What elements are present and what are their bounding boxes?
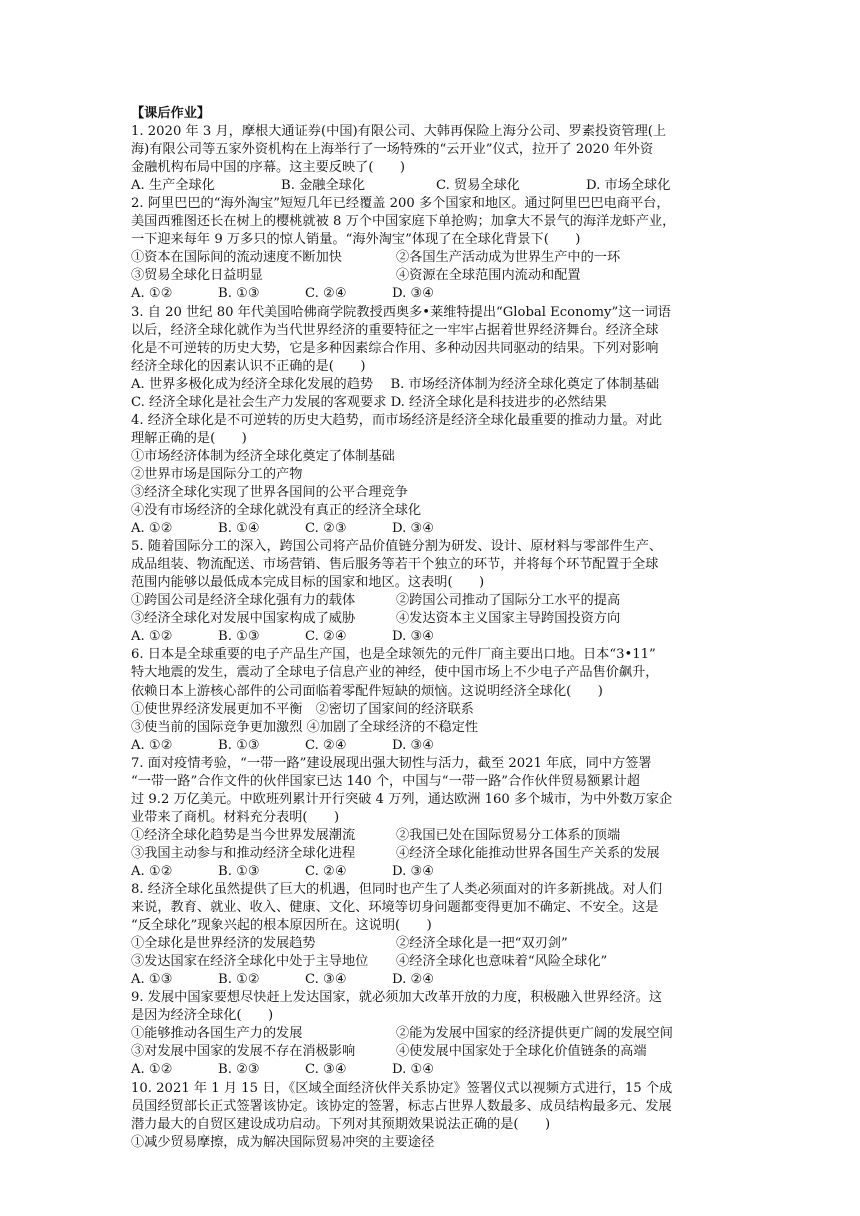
question-text: 2. 阿里巴巴的“海外淘宝”短短几年已经覆盖 200 多个国家和地区。通过阿里巴巴电商平台， <box>131 196 670 212</box>
question-text: 8. 经济全球化虽然提供了巨大的机遇，但同时也产生了人类必须面对的许多新挑战。对人们 <box>131 882 663 898</box>
answer-options <box>131 737 743 755</box>
statement-row <box>131 267 743 285</box>
question-6 <box>131 646 743 754</box>
option-c: C. 贸易全球化 <box>436 178 520 194</box>
question-text: 6. 日本是全球重要的电子产品生产国，也是全球领先的元件厂商主要出口地。日本“3•11” <box>131 647 656 663</box>
answer-options <box>131 863 743 881</box>
statement-row <box>131 1043 743 1061</box>
option-d: D. ③④ <box>392 737 435 753</box>
question-text: 一下迎来每年 9 万多只的惊人销量。“海外淘宝”体现了在全球化背景下( ) <box>131 232 581 248</box>
option-b: B. 金融全球化 <box>281 178 366 194</box>
statement-2: ②经济全球化是一把“双刃剑” <box>396 936 568 952</box>
statement-2: ②世界市场是国际分工的产物 <box>131 466 303 482</box>
statement-3: ③发达国家在经济全球化中处于主导地位 <box>131 954 369 970</box>
section-heading: 【课后作业】 <box>131 106 211 121</box>
option-a: A. 生产全球化 <box>131 178 215 194</box>
option-a: A. ①③ <box>131 972 173 988</box>
option-b: B. ①③ <box>218 286 260 302</box>
question-text: 化是不可逆转的历史大势，它是多种因素综合作用、多种动因共同驱动的结果。下列对影响 <box>131 340 659 356</box>
question-text: “反全球化”现象兴起的根本原因所在。这说明( ) <box>131 918 432 934</box>
statement-3: ③经济全球化对发展中国家构成了威胁 <box>131 611 356 627</box>
statement-row: ①使世界经济发展更加不平衡 ②密切了国家间的经济联系 <box>131 701 474 717</box>
option-d: D. ③④ <box>392 521 435 537</box>
option-d: D. ③④ <box>392 629 435 645</box>
statement-4: ④没有市场经济的全球化就没有真正的经济全球化 <box>131 503 422 519</box>
question-text: “一带一路”合作文件的伙伴国家已达 140 个，中国与“一带一路”合作伙伴贸易额累计超 <box>131 773 640 789</box>
question-text: 员国经贸部长正式签署该协定。该协定的签署，标志占世界人数最多、成员结构最多元、发展 <box>131 1098 672 1114</box>
option-a: A. ①② <box>131 521 173 537</box>
question-text: 9. 发展中国家要想尽快赶上发达国家，就必须加大改革开放的力度，积极融入世界经济。这 <box>131 990 663 1006</box>
statement-1: ①全球化是世界经济的发展趋势 <box>131 936 316 952</box>
statement-2: ②跨国公司推动了国际分工水平的提高 <box>396 593 621 609</box>
answer-choices-ab: A. 世界多极化成为经济全球化发展的趋势 B. 市场经济体制为经济全球化奠定了体制基础 <box>131 376 660 392</box>
option-d: D. 市场全球化 <box>586 178 671 194</box>
statement-4: ④资源在全球范围内流动和配置 <box>396 268 581 284</box>
question-text: 理解正确的是( ) <box>131 430 247 446</box>
option-b: B. ①② <box>218 972 260 988</box>
question-1 <box>131 123 743 195</box>
statement-1: ①跨国公司是经济全球化强有力的载体 <box>131 593 356 609</box>
question-text: 依赖日本上游核心部件的公司面临着零配件短缺的烦恼。这说明经济全球化( ) <box>131 683 603 699</box>
option-c: C. ②③ <box>305 521 347 537</box>
option-c: C. ②④ <box>305 629 347 645</box>
option-a: A. ①② <box>131 286 173 302</box>
question-text: 过 9.2 万亿美元。中欧班列累计开行突破 4 万列，通达欧洲 160 多个城市，为中外数万家企 <box>131 791 673 807</box>
statement-row <box>131 610 743 628</box>
question-text: 来说，教育、就业、收入、健康、文化、环境等切身问题都变得更加不确定、不安全。这是 <box>131 900 659 916</box>
option-c: C. ②④ <box>305 737 347 753</box>
option-a: A. ①② <box>131 863 173 879</box>
answer-options <box>131 177 743 195</box>
question-text: 海)有限公司等五家外资机构在上海举行了一场特殊的“云开业”仪式，拉开了 2020 年外资 <box>131 142 654 158</box>
answer-options <box>131 520 743 538</box>
statement-row <box>131 845 743 863</box>
statement-1: ①能够推动各国生产力的发展 <box>131 1026 303 1042</box>
question-text: 7. 面对疫情考验，“一带一路”建设展现出强大韧性与活力，截至 2021 年底，同中方签署 <box>131 755 652 771</box>
answer-choices-cd: C. 经济全球化是社会生产力发展的客观要求 D. 经济全球化是科技进步的必然结果 <box>131 394 607 410</box>
option-c: C. ②④ <box>305 863 347 879</box>
question-text: 特大地震的发生，震动了全球电子信息产业的神经，使中国市场上不少电子产品售价飙升， <box>131 665 659 681</box>
statement-3: ③对发展中国家的发展不存在消极影响 <box>131 1044 356 1060</box>
statement-3: ③贸易全球化日益明显 <box>131 268 263 284</box>
option-c: C. ②④ <box>305 286 347 302</box>
answer-options <box>131 285 743 303</box>
statement-4: ④经济全球化能推动世界各国生产关系的发展 <box>396 845 660 861</box>
option-b: B. ①③ <box>218 863 260 879</box>
statement-row <box>131 827 743 845</box>
question-4 <box>131 412 743 538</box>
option-b: B. ②③ <box>218 1062 260 1078</box>
question-text: 10. 2021 年 1 月 15 日，《区域全面经济伙伴关系协定》签署仪式以视频方式进行，15 个成 <box>131 1080 673 1096</box>
option-d: D. ①④ <box>392 1062 435 1078</box>
question-text: 成品组装、物流配送、市场营销、售后服务等若干个独立的环节，并将每个环节配置于全球 <box>131 557 659 573</box>
answer-options <box>131 628 743 646</box>
statement-row <box>131 935 743 953</box>
statement-1: ①市场经济体制为经济全球化奠定了体制基础 <box>131 448 395 464</box>
option-a: A. ①② <box>131 737 173 753</box>
question-text: 5. 随着国际分工的深入，跨国公司将产品价值链分割为研发、设计、原材料与零部件生产、 <box>131 539 663 555</box>
statement-2: ②能为发展中国家的经济提供更广阔的发展空间 <box>396 1026 673 1042</box>
homework-content <box>131 105 743 1152</box>
option-d: D. ③④ <box>392 286 435 302</box>
question-3 <box>131 304 743 412</box>
question-text: 美国西雅图还长在树上的樱桃就被 8 万个中国家庭下单抢购；加拿大不景气的海洋龙虾产业， <box>131 214 676 230</box>
option-d: D. ③④ <box>392 863 435 879</box>
option-b: B. ①③ <box>218 737 260 753</box>
statement-3: ③我国主动参与和推动经济全球化进程 <box>131 845 356 861</box>
question-7 <box>131 755 743 881</box>
question-text: 3. 自 20 世纪 80 年代美国哈佛商学院教授西奥多•莱维特提出“Global Economy”这一词语 <box>131 304 671 320</box>
statement-row: ③使当前的国际竞争更加激烈 ④加剧了全球经济的不稳定性 <box>131 719 479 735</box>
question-text: 是因为经济全球化( ) <box>131 1008 274 1024</box>
statement-1: ①减少贸易摩擦，成为解决国际贸易冲突的主要途径 <box>131 1134 435 1150</box>
question-5 <box>131 538 743 646</box>
question-10 <box>131 1080 743 1152</box>
option-c: C. ③④ <box>305 1062 347 1078</box>
statement-4: ④经济全球化也意味着“风险全球化” <box>396 954 608 970</box>
statement-row <box>131 953 743 971</box>
statement-3: ③经济全球化实现了世界各国间的公平合理竞争 <box>131 484 408 500</box>
option-b: B. ①③ <box>218 629 260 645</box>
question-2 <box>131 195 743 303</box>
question-text: 业带来了商机。材料充分表明( ) <box>131 809 340 825</box>
question-text: 4. 经济全球化是不可逆转的历史大趋势，而市场经济是经济全球化最重要的推动力量。对此 <box>131 412 663 428</box>
option-d: D. ②④ <box>392 972 435 988</box>
option-b: B. ①④ <box>218 521 260 537</box>
question-9 <box>131 989 743 1079</box>
statement-row <box>131 249 743 267</box>
statement-row <box>131 592 743 610</box>
question-text: 以后，经济全球化就作为当代世界经济的重要特征之一牢牢占据着世界经济舞台。经济全球 <box>131 322 659 338</box>
question-text: 潜力最大的自贸区建设成功启动。下列对其预期效果说法正确的是( ) <box>131 1116 551 1132</box>
statement-1: ①经济全球化趋势是当今世界发展潮流 <box>131 827 356 843</box>
option-a: A. ①② <box>131 1062 173 1078</box>
statement-row <box>131 1025 743 1043</box>
statement-4: ④使发展中国家处于全球化价值链条的高端 <box>396 1044 647 1060</box>
question-text: 金融机构布局中国的序幕。这主要反映了( ) <box>131 160 406 176</box>
question-text: 1. 2020 年 3 月，摩根大通证券(中国)有限公司、大韩再保险上海分公司、罗素投资管理(上 <box>131 124 667 140</box>
statement-2: ②我国已处在国际贸易分工体系的顶端 <box>396 827 621 843</box>
answer-options <box>131 971 743 989</box>
statement-1: ①资本在国际间的流动速度不断加快 <box>131 250 342 266</box>
option-a: A. ①② <box>131 629 173 645</box>
question-8 <box>131 881 743 989</box>
option-c: C. ③④ <box>305 972 347 988</box>
statement-4: ④发达资本主义国家主导跨国投资方向 <box>396 611 621 627</box>
statement-2: ②各国生产活动成为世界生产中的一环 <box>396 250 621 266</box>
answer-options <box>131 1061 743 1079</box>
question-text: 经济全球化的因素认识不正确的是( ) <box>131 358 366 374</box>
question-text: 范围内能够以最低成本完成目标的国家和地区。这表明( ) <box>131 575 485 591</box>
